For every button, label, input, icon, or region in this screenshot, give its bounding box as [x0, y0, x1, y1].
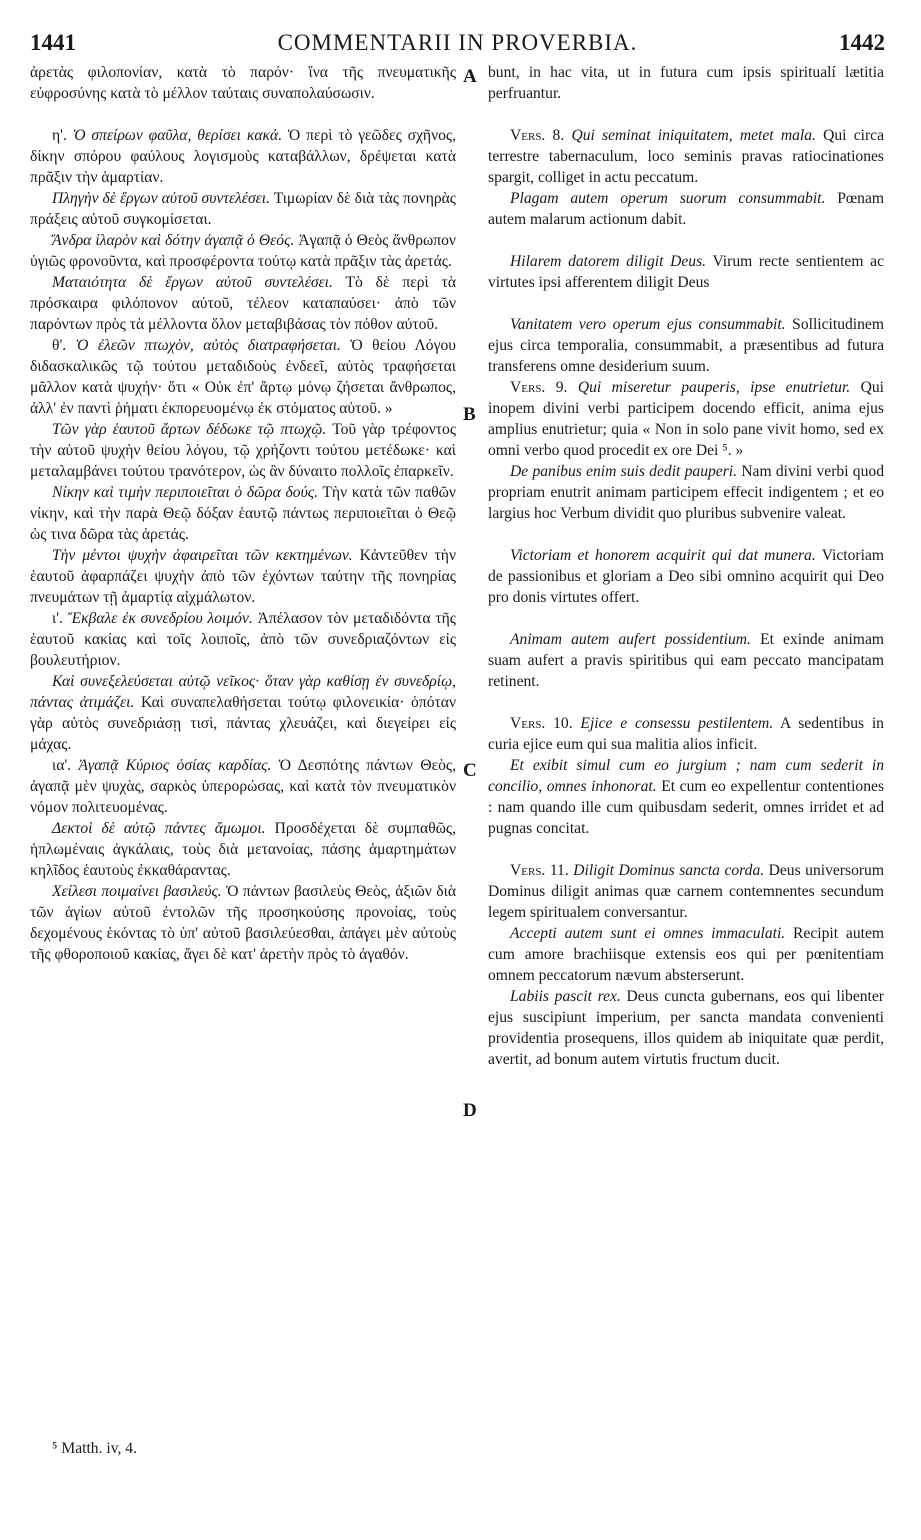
latin-text: Nam divini verbi quod propriam enutrit animam participem effecit indigentem ; et eo largius hoc Verbum dividit quo pluribus subvenire valeat.	[488, 463, 884, 522]
greek-text: Προσδέχεται δὲ συμπαθῶς, ἡπλωμέναις ἀγκάλαις, τοὺς διὰ μετανοίας, πάσης ἁμαρτημάτων κηλῖδος ἑαυτοὺς ἐκκαθάραντας.	[30, 820, 457, 879]
greek-lemma: Νίκην καὶ τιμὴν περιποιεῖται ὁ δῶρα δούς.	[52, 484, 318, 501]
latin-lemma: Labiis pascit rex.	[510, 988, 621, 1005]
latin-text: bunt, in hac vita, ut in futura cum ipsis spiritualí lætitia perfruantur.	[488, 64, 884, 102]
greek-paragraph	[30, 230, 456, 272]
latin-text: Et exinde animam suam aufert a pravis spiritibus qui eam peccato mancipatam retinent.	[488, 631, 884, 690]
greek-text: Τοῦ γὰρ τρέφοντος τὴν αὐτοῦ ψυχὴν θείου λόγου, τῷ χρήζοντι τούτου μετέδωκε· καὶ μεταλαμβάνει τούτου τρανότερον, ὡς ἂν δύναιτο πολλοῖς ἐπαρκεῖν.	[30, 421, 456, 480]
latin-text: Qui circa terrestre tabernaculum, loco seminis pravas ratiocinationes spargit, colliget in actu peccatum.	[488, 127, 884, 186]
latin-column	[488, 62, 884, 1070]
greek-lemma: Τῶν γὰρ ἑαυτοῦ ἄρτων δέδωκε τῷ πτωχῷ.	[52, 421, 327, 438]
greek-paragraph	[30, 545, 456, 608]
latin-paragraph	[488, 545, 884, 608]
greek-paragraph	[30, 62, 456, 104]
greek-paragraph	[30, 755, 456, 818]
latin-paragraph	[488, 314, 884, 377]
latin-text: A sedentibus in curia ejice eum qui sua malitia alios inficit.	[488, 715, 884, 753]
latin-text: Victoriam de passionibus et gloriam a Deo sibi omnino acquirit qui Deo pro donis virtutes offert.	[488, 547, 885, 606]
margin-letter-c: C	[463, 760, 477, 781]
latin-paragraph	[488, 713, 884, 755]
latin-lemma: Ejice e consessu pestilentem.	[580, 715, 774, 732]
latin-paragraph	[488, 188, 884, 230]
verse-number: Vers. 8.	[510, 127, 565, 144]
greek-lemma: Δεκτοὶ δὲ αὐτῷ πάντες ἄμωμοι.	[52, 820, 266, 837]
verse-number: ια'.	[52, 757, 72, 774]
greek-lemma: Ἔκβαλε ἐκ συνεδρίου λοιμόν.	[67, 610, 253, 627]
left-page-number: 1441	[30, 30, 76, 55]
latin-lemma: De panibus enim suis dedit pauperi.	[510, 463, 738, 480]
latin-paragraph	[488, 755, 884, 839]
page-header	[30, 30, 885, 58]
greek-paragraph	[30, 608, 456, 671]
greek-text: Ὁ περὶ τὸ γεῶδες σχῆνος, δίκην σπόρου φαύλους λογισμοὺς καταβάλλων, δρέψεται κατὰ πρᾶξιν τὴν ἁμαρτίαν.	[30, 127, 456, 186]
greek-paragraph	[30, 671, 456, 755]
latin-paragraph	[488, 62, 884, 104]
latin-lemma: Hilarem datorem diligit Deus.	[510, 253, 707, 270]
greek-lemma: Ἀγαπᾷ Κύριος ὁσίας καρδίας.	[78, 757, 272, 774]
greek-text: Ἀπέλασον τὸν μεταδιδόντα τῆς ἑαυτοῦ κακίας καὶ τοῖς λοιποῖς, ἀπὸ τῶν συνεδριαζόντων εἰς βουλευτήριον.	[30, 610, 456, 669]
latin-lemma: Plagam autem operum suorum consummabit.	[510, 190, 826, 207]
latin-text: Virum recte sentientem ac virtutes ipsi afferentem diligit Deus	[488, 253, 884, 291]
latin-paragraph	[488, 629, 884, 692]
greek-paragraph	[30, 818, 456, 881]
greek-lemma: Χείλεσι ποιμαίνει βασιλεύς.	[52, 883, 222, 900]
greek-text: Τιμωρίαν δὲ διὰ τὰς πονηρὰς πράξεις αὐτοῦ συγκομίσεται.	[30, 190, 456, 228]
latin-lemma: Accepti autem sunt ei omnes immaculati.	[510, 925, 786, 942]
margin-letter-a: A	[463, 66, 477, 87]
latin-lemma: Qui miseretur pauperis, ipse enutrietur.	[577, 379, 851, 396]
latin-text: Sollicitudinem ejus circa temporalia, consummabit, a præsentibus ad futura transferens omne desiderium suum.	[488, 316, 884, 375]
greek-lemma: Ἄνδρα ἱλαρὸν καὶ δότην ἀγαπᾷ ὁ Θεός.	[52, 232, 295, 249]
greek-paragraph	[30, 272, 456, 335]
footnote: ⁵ Matth. iv, 4.	[52, 1440, 137, 1457]
greek-lemma: Ματαιότητα δὲ ἔργων αὐτοῦ συντελέσει.	[52, 274, 333, 291]
latin-text: Recipit autem cum amore brachiisque extensis eos qui per pœnitentiam omnem peccatorum nævum absterserunt.	[488, 925, 884, 984]
margin-letter-d: D	[463, 1100, 477, 1121]
latin-paragraph	[488, 125, 884, 188]
latin-paragraph	[488, 923, 884, 986]
right-page-number: 1442	[839, 30, 885, 55]
latin-text: Qui inopem divini verbi participem docendo efficit, anima ejus amplius enutrietur; quia « Non in solo pane vivit homo, sed ex omni verbo quod procedit ex ore Dei ⁵. »	[488, 379, 884, 459]
greek-lemma: Πληγὴν δὲ ἔργων αὐτοῦ συντελέσει.	[52, 190, 271, 207]
greek-paragraph	[30, 482, 456, 545]
verse-number: ι'.	[52, 610, 63, 627]
greek-paragraph	[30, 125, 456, 188]
greek-paragraph	[30, 419, 456, 482]
latin-lemma: Animam autem aufert possidentium.	[510, 631, 751, 648]
greek-paragraph	[30, 881, 456, 965]
greek-lemma: Καὶ συνεξελεύσεται αὐτῷ νεῖκος· ὅταν γὰρ καθίσῃ ἐν συνεδρίῳ, πάντας ἀτιμάζει.	[30, 673, 456, 711]
verse-number: η'.	[52, 127, 67, 144]
latin-lemma: Et exibit simul cum eo jurgium ; nam cum sederit in concilio, omnes inhonorat.	[488, 757, 884, 795]
latin-paragraph	[488, 461, 884, 524]
latin-lemma: Victoriam et honorem acquirit qui dat munera.	[510, 547, 816, 564]
latin-lemma: Qui seminat iniquitatem, metet mala.	[571, 127, 816, 144]
greek-text: Καὶ συναπελαθήσεται τούτῳ φιλονεικία· ὁπόταν γὰρ αὐτὸς συνεδριάσῃ τισὶ, πάντας χλευάζει, καὶ διεγείρει εἰς μάχας.	[30, 694, 457, 753]
greek-text: ἀρετὰς φιλοπονίαν, κατὰ τὸ παρόν· ἵνα τῆς πνευματικῆς εὐφροσύνης κατὰ τὸ μέλλον ταύταις συναπολαύσωσιν.	[30, 64, 456, 102]
latin-paragraph	[488, 986, 884, 1070]
latin-paragraph	[488, 251, 884, 293]
greek-column	[30, 62, 456, 965]
greek-paragraph	[30, 188, 456, 230]
greek-paragraph	[30, 335, 456, 419]
greek-text: Ὁ Δεσπότης πάντων Θεὸς, ἀγαπᾷ μὲν ψυχὰς, σαρκὸς ὑπερορώσας, καὶ κατὰ τὸν πνευματικὸν νόμον πολιτευομένας.	[30, 757, 456, 816]
greek-text: Κἀντεῦθεν τὴν ἑαυτοῦ ἀφαρπάζει ψυχὴν ἀπὸ τῶν ἐχόντων ταύτην τῆς πονηρίας πνευμάτων τῇ ἁμαρτίᾳ αἰχμάλωτον.	[30, 547, 456, 606]
latin-text: Deus cuncta gubernans, eos qui libenter ejus suscipiunt imperium, per sancta mandata convenienti providentia prosequens, illos quidem ab iniquitate quæ perdit, avertit, ad bonum autem virtutis fructum ducit.	[488, 988, 884, 1068]
verse-number: Vers. 10.	[510, 715, 573, 732]
greek-lemma: Ὁ σπείρων φαῦλα, θερίσει κακά.	[72, 127, 283, 144]
greek-lemma: Τὴν μέντοι ψυχὴν ἀφαιρεῖται τῶν κεκτημένων.	[52, 547, 353, 564]
margin-letter-b: B	[463, 404, 476, 425]
greek-text: Ὁ πάντων βασιλεὺς Θεὸς, ἀξιῶν διὰ τῶν ἁγίων αὐτοῦ ἐντολῶν τῆς προσηκούσης προνοίας, τοὺς δεχομένους ἑκόντας τὸ ὑπ' αὐτοῦ βασιλεύεσθαι, ἀπάγει μὲν αὐτοὺς τῆς φθοροποιοῦ κακίας, ἄγει δὲ κατ' ἀρετὴν πρὸς τὸ ἀγαθόν.	[30, 883, 456, 963]
latin-lemma: Diligit Dominus sancta corda.	[573, 862, 765, 879]
greek-lemma: Ὁ ἐλεῶν πτωχὸν, αὐτὸς διατραφήσεται.	[75, 337, 341, 354]
greek-text: Τὸ δὲ περὶ τὰ πρόσκαιρα φιλόπονον αὐτοῦ, τέλεον καταπαύσει· ἀπὸ τῶν παρόντων πρὸς τὰ μέλλοντα ὅλον μεταβιβάσας τὸν πόθον αὐτοῦ.	[30, 274, 456, 333]
verse-number: Vers. 9.	[510, 379, 568, 396]
verse-number: θ'.	[52, 337, 67, 354]
greek-text: Ὁ θείου Λόγου διδασκαλικῶς τῷ τούτου μεταδιδοὺς ἐνδεεῖ, αὐτὸς τραφήσεται μᾶλλον κατὰ ψυχήν· ὅτι « Οὐκ ἐπ' ἄρτῳ μόνῳ ζήσεται ἄνθρωπος, ἀλλ' ἐν παντὶ ῥήματι ἐκπορευομένῳ ἐκ στόματος αὐτοῦ. »	[30, 337, 456, 417]
latin-lemma: Vanitatem vero operum ejus consummabit.	[510, 316, 786, 333]
verse-number: Vers. 11.	[510, 862, 569, 879]
running-title: COMMENTARII IN PROVERBIA.	[277, 30, 638, 55]
latin-paragraph	[488, 860, 884, 923]
latin-text: Deus universorum Dominus diligit animas quæ carnem contemnentes secundum legem spiritualem conversantur.	[488, 862, 884, 921]
greek-text: Ἀγαπᾷ ὁ Θεὸς ἄνθρωπον ὑγιῶς φρονοῦντα, καὶ προσφέροντα τούτῳ κατὰ πρᾶξιν τὰς ἀρετάς.	[30, 232, 456, 270]
greek-text: Τὴν κατὰ τῶν παθῶν νίκην, καὶ τὴν παρὰ Θεῷ δόξαν ἑαυτῷ πάντως περιποιεῖται ὁ Θεῷ ὡς τινα δῶρα τὰς ἀρετάς.	[30, 484, 456, 543]
latin-text: Et cum eo expellentur contentiones : nam quando ille cum quibusdam sederit, omnes irridet et ad pugnas concitat.	[488, 778, 885, 837]
latin-paragraph	[488, 377, 884, 461]
latin-text: Pœnam autem malarum actionum dabit.	[488, 190, 884, 228]
